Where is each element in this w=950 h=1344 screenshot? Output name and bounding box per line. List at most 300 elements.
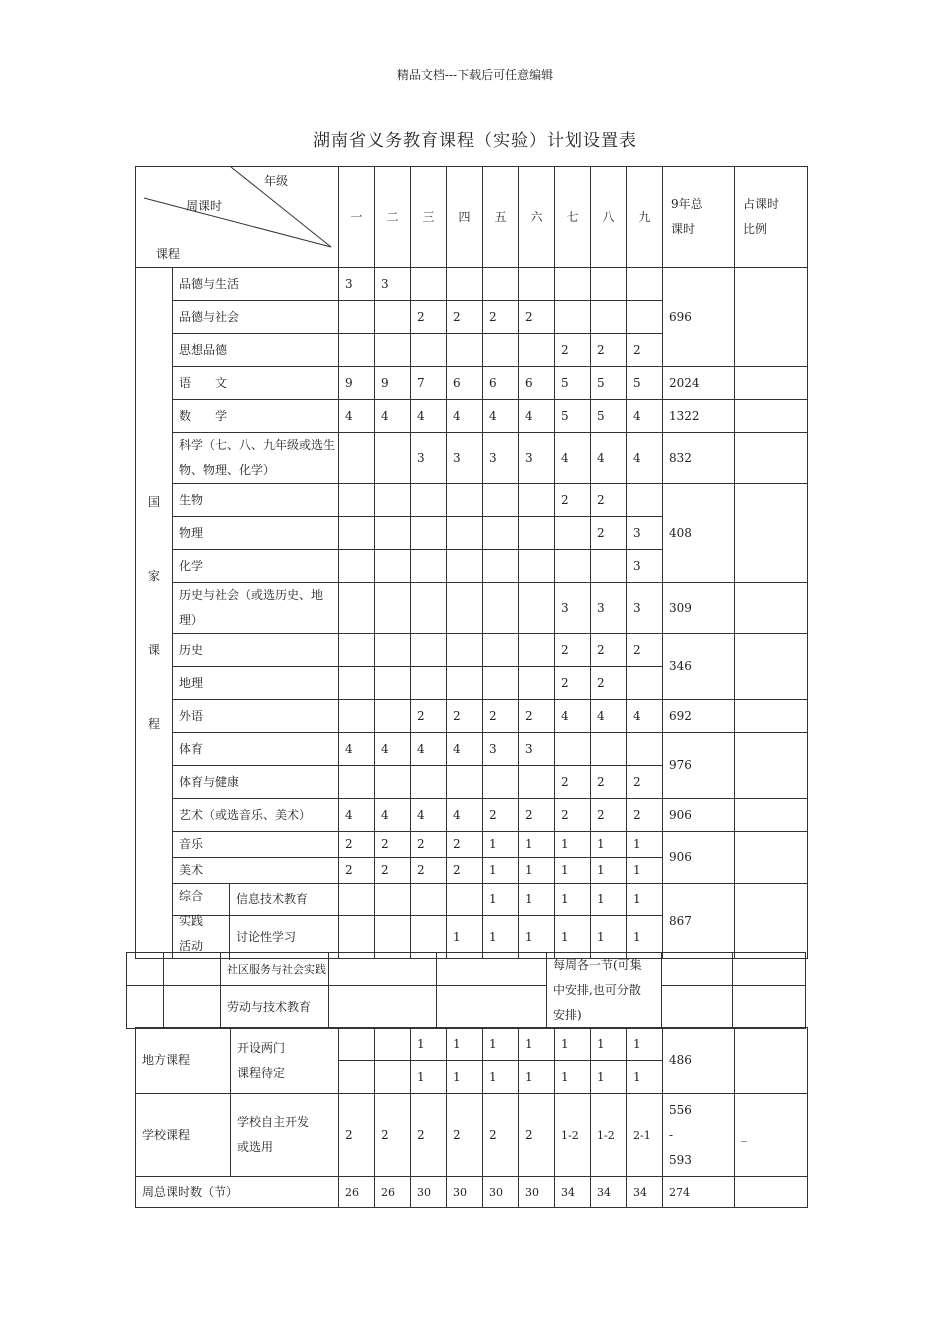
cell: 7 <box>411 367 447 400</box>
course-name: 品德与生活 <box>173 268 339 301</box>
course-name: 艺术（或选音乐、美术） <box>173 799 339 832</box>
cell <box>339 634 375 667</box>
cell: 1 <box>483 884 519 916</box>
cell: 34 <box>555 1177 591 1208</box>
cell <box>447 517 483 550</box>
cell: 2 <box>483 799 519 832</box>
practice-label: 综合 实践 活动 <box>173 884 230 960</box>
cell: 2 <box>591 334 627 367</box>
cell: 6 <box>483 367 519 400</box>
cell: 4 <box>375 799 411 832</box>
table-row <box>136 367 808 400</box>
cell: 2 <box>447 301 483 334</box>
grade-header: 九 <box>627 167 663 268</box>
cell <box>339 334 375 367</box>
table-row <box>136 733 808 766</box>
total-cell: 274 <box>663 1177 735 1208</box>
cell: 4 <box>447 799 483 832</box>
cell: 2 <box>591 517 627 550</box>
cell <box>437 986 547 1029</box>
cell: 2 <box>411 700 447 733</box>
ratio-cell <box>735 400 808 433</box>
table-row <box>136 832 808 858</box>
cell: 1 <box>519 884 555 916</box>
cell: 1 <box>447 1028 483 1061</box>
cell: 6 <box>447 367 483 400</box>
table-row <box>136 1028 808 1061</box>
cell <box>127 986 164 1029</box>
cell: 3 <box>627 583 663 634</box>
cell <box>339 700 375 733</box>
cell <box>591 733 627 766</box>
weekly-total-label: 周总课时数（节） <box>136 1177 339 1208</box>
cell: 4 <box>591 700 627 733</box>
cell <box>375 766 411 799</box>
cell: 2 <box>627 634 663 667</box>
cell: 2 <box>447 858 483 884</box>
cell: 5 <box>555 367 591 400</box>
cell <box>375 583 411 634</box>
cell: 26 <box>375 1177 411 1208</box>
total-cell: 696 <box>663 268 735 367</box>
course-name: 科学（七、八、九年级或选生物、物理、化学） <box>173 433 339 484</box>
cell <box>375 634 411 667</box>
local-school-table <box>135 1027 808 1208</box>
cell: 3 <box>447 433 483 484</box>
cell <box>519 583 555 634</box>
ratio-cell <box>735 832 808 884</box>
total-cell: 976 <box>663 733 735 799</box>
cell: 4 <box>519 400 555 433</box>
cell <box>483 484 519 517</box>
cell <box>339 550 375 583</box>
table-row <box>136 1177 808 1208</box>
table-row <box>127 953 806 986</box>
cell: 5 <box>591 400 627 433</box>
course-name: 地理 <box>173 667 339 700</box>
cell <box>555 550 591 583</box>
cell <box>375 1028 411 1061</box>
cell: 2 <box>555 799 591 832</box>
course-name: 思想品德 <box>173 334 339 367</box>
cell <box>411 268 447 301</box>
cell: 3 <box>555 583 591 634</box>
cell: 3 <box>627 550 663 583</box>
ratio-cell: _ <box>735 1094 808 1177</box>
cell <box>164 986 221 1029</box>
ratio-cell <box>735 733 808 799</box>
course-name: 外语 <box>173 700 339 733</box>
cell: 1 <box>483 916 519 959</box>
cell: 4 <box>555 700 591 733</box>
table-row <box>136 700 808 733</box>
cell: 1 <box>627 858 663 884</box>
table-row <box>136 799 808 832</box>
cell: 4 <box>591 433 627 484</box>
total-cell: 906 <box>663 799 735 832</box>
cell: 3 <box>483 733 519 766</box>
ratio-cell <box>735 583 808 634</box>
national-course-label: 国 家 课 程 <box>136 268 173 959</box>
header-row <box>136 167 808 268</box>
cell: 2 <box>555 766 591 799</box>
cell <box>411 517 447 550</box>
cell: 1 <box>519 858 555 884</box>
cell <box>339 433 375 484</box>
grade-header: 三 <box>411 167 447 268</box>
cell <box>437 953 547 986</box>
cell: 1 <box>519 916 555 959</box>
cell: 1 <box>627 1028 663 1061</box>
cell <box>329 953 437 986</box>
cell: 2 <box>519 799 555 832</box>
cell: 4 <box>447 733 483 766</box>
cell <box>483 667 519 700</box>
course-name: 社区服务与社会实践 <box>221 953 329 986</box>
cell: 1 <box>591 1061 627 1094</box>
local-course-label: 地方课程 <box>136 1028 231 1094</box>
cell <box>591 301 627 334</box>
cell: 2 <box>627 766 663 799</box>
cell: 2-1 <box>627 1094 663 1177</box>
cell: 2 <box>447 832 483 858</box>
cell <box>339 667 375 700</box>
cell <box>339 1061 375 1094</box>
cell <box>447 268 483 301</box>
course-name: 历史 <box>173 634 339 667</box>
cell: 26 <box>339 1177 375 1208</box>
course-name: 音乐 <box>173 832 339 858</box>
grade-header: 五 <box>483 167 519 268</box>
cell <box>519 484 555 517</box>
ratio-cell <box>735 1177 808 1208</box>
cell <box>519 766 555 799</box>
cell: 1 <box>627 1061 663 1094</box>
cell: 2 <box>339 832 375 858</box>
cell <box>339 484 375 517</box>
cell: 2 <box>555 484 591 517</box>
cell: 2 <box>483 301 519 334</box>
cell: 2 <box>627 799 663 832</box>
cell: 2 <box>375 858 411 884</box>
grade-header: 四 <box>447 167 483 268</box>
cell <box>411 583 447 634</box>
table-row <box>136 884 808 916</box>
cell: 1 <box>627 916 663 959</box>
cell: 2 <box>483 1094 519 1177</box>
cell <box>447 583 483 634</box>
cell <box>627 268 663 301</box>
ratio-cell <box>735 799 808 832</box>
cell: 2 <box>339 1094 375 1177</box>
course-name: 化学 <box>173 550 339 583</box>
cell: 2 <box>519 301 555 334</box>
cell <box>519 667 555 700</box>
grade-header: 二 <box>375 167 411 268</box>
cell: 6 <box>519 367 555 400</box>
cell <box>411 884 447 916</box>
cell: 3 <box>591 583 627 634</box>
cell: 4 <box>411 400 447 433</box>
cell: 1 <box>555 1028 591 1061</box>
cell: 3 <box>483 433 519 484</box>
cell: 1 <box>483 1028 519 1061</box>
table-row <box>136 400 808 433</box>
cell: 2 <box>447 700 483 733</box>
cell: 1 <box>519 1028 555 1061</box>
cell <box>447 884 483 916</box>
cell <box>627 484 663 517</box>
total-cell: 867 <box>663 884 735 959</box>
note-cell: 每周各一节(可集 中安排,也可分散 安排) <box>547 953 662 1029</box>
course-name: 历史与社会（或选历史、地理） <box>173 583 339 634</box>
cell <box>483 583 519 634</box>
cell: 2 <box>447 1094 483 1177</box>
corner-grade: 年级 <box>264 174 289 188</box>
total-cell: 2024 <box>663 367 735 400</box>
ratio-cell <box>735 268 808 367</box>
total-cell: 1322 <box>663 400 735 433</box>
cell <box>662 953 733 986</box>
cell <box>339 884 375 916</box>
cell: 5 <box>555 400 591 433</box>
table-row <box>136 1094 808 1177</box>
cell <box>591 268 627 301</box>
cell <box>447 634 483 667</box>
cell <box>555 517 591 550</box>
school-course-desc: 学校自主开发 或选用 <box>231 1094 339 1177</box>
cell <box>733 986 806 1029</box>
corner-cell <box>136 167 339 268</box>
cell: 34 <box>627 1177 663 1208</box>
cell: 2 <box>519 700 555 733</box>
cell: 3 <box>627 517 663 550</box>
course-name: 信息技术教育 <box>236 892 309 906</box>
table-row <box>136 583 808 634</box>
cell: 2 <box>555 634 591 667</box>
total-cell: 692 <box>663 700 735 733</box>
table-row <box>136 634 808 667</box>
cell <box>627 301 663 334</box>
cell <box>483 268 519 301</box>
cell: 4 <box>447 400 483 433</box>
cell: 1-2 <box>555 1094 591 1177</box>
school-course-label: 学校课程 <box>136 1094 231 1177</box>
cell <box>127 953 164 986</box>
cell: 1 <box>411 1061 447 1094</box>
cell: 9 <box>375 367 411 400</box>
cell <box>411 484 447 517</box>
course-name: 劳动与技术教育 <box>221 986 329 1029</box>
cell: 4 <box>483 400 519 433</box>
cell: 1 <box>555 916 591 959</box>
cell <box>375 484 411 517</box>
cell: 2 <box>411 1094 447 1177</box>
cell <box>733 953 806 986</box>
cell: 30 <box>519 1177 555 1208</box>
cell <box>519 334 555 367</box>
cell: 1 <box>591 916 627 959</box>
cell: 1 <box>555 884 591 916</box>
cell <box>339 1028 375 1061</box>
cell <box>555 301 591 334</box>
cell <box>447 484 483 517</box>
cell: 2 <box>591 766 627 799</box>
cell <box>411 634 447 667</box>
total-cell: 832 <box>663 433 735 484</box>
cell: 2 <box>627 334 663 367</box>
cell <box>555 268 591 301</box>
cell: 4 <box>627 700 663 733</box>
grade-header: 一 <box>339 167 375 268</box>
cell: 4 <box>411 799 447 832</box>
practice-subtable <box>126 952 806 1029</box>
cell: 4 <box>555 433 591 484</box>
cell: 1 <box>591 1028 627 1061</box>
cell <box>375 433 411 484</box>
cell: 1 <box>555 832 591 858</box>
course-name: 体育与健康 <box>173 766 339 799</box>
cell: 1 <box>555 858 591 884</box>
cell <box>375 517 411 550</box>
total-header: 9年总 课时 <box>663 167 735 268</box>
cell: 2 <box>411 832 447 858</box>
cell: 3 <box>519 433 555 484</box>
cell: 3 <box>375 268 411 301</box>
cell <box>519 634 555 667</box>
cell: 5 <box>591 367 627 400</box>
total-cell: 486 <box>663 1028 735 1094</box>
cell <box>375 700 411 733</box>
cell: 4 <box>627 400 663 433</box>
cell: 2 <box>519 1094 555 1177</box>
curriculum-table <box>135 166 808 959</box>
table-row <box>136 268 808 301</box>
cell: 4 <box>339 799 375 832</box>
cell <box>339 301 375 334</box>
course-name: 数 学 <box>173 400 339 433</box>
cell: 2 <box>375 832 411 858</box>
cell: 2 <box>555 667 591 700</box>
cell <box>483 517 519 550</box>
cell <box>329 986 437 1029</box>
cell: 1 <box>591 858 627 884</box>
course-name: 讨论性学习 <box>236 929 297 944</box>
cell <box>627 733 663 766</box>
total-cell: 346 <box>663 634 735 700</box>
cell <box>519 517 555 550</box>
cell: 2 <box>591 667 627 700</box>
cell: 4 <box>339 400 375 433</box>
cell <box>339 583 375 634</box>
cell <box>375 334 411 367</box>
table-row <box>127 986 806 1029</box>
cell: 3 <box>519 733 555 766</box>
grade-header: 七 <box>555 167 591 268</box>
cell: 4 <box>411 733 447 766</box>
cell: 3 <box>339 268 375 301</box>
cell: 2 <box>555 334 591 367</box>
cell: 1 <box>555 1061 591 1094</box>
cell <box>375 1061 411 1094</box>
ratio-cell <box>735 884 808 959</box>
cell <box>447 766 483 799</box>
cell: 2 <box>591 634 627 667</box>
cell <box>591 550 627 583</box>
cell <box>375 301 411 334</box>
cell <box>164 953 221 986</box>
ratio-cell <box>735 700 808 733</box>
cell: 1 <box>591 884 627 916</box>
cell: 1 <box>591 832 627 858</box>
cell: 2 <box>591 799 627 832</box>
cell: 3 <box>411 433 447 484</box>
cell: 2 <box>483 700 519 733</box>
cell <box>375 884 411 916</box>
course-name: 生物 <box>173 484 339 517</box>
ratio-header: 占课时 比例 <box>735 167 808 268</box>
cell: 2 <box>411 301 447 334</box>
cell <box>375 667 411 700</box>
ratio-cell <box>735 634 808 700</box>
cell: 9 <box>339 367 375 400</box>
page-title: 湖南省义务教育课程（实验）计划设置表 <box>313 131 637 151</box>
course-name: 美术 <box>173 858 339 884</box>
cell: 1-2 <box>591 1094 627 1177</box>
total-cell: 309 <box>663 583 735 634</box>
cell: 1 <box>411 1028 447 1061</box>
cell: 4 <box>375 400 411 433</box>
cell: 34 <box>591 1177 627 1208</box>
cell <box>411 334 447 367</box>
ratio-cell <box>735 433 808 484</box>
ratio-cell <box>735 1028 808 1094</box>
cell <box>411 550 447 583</box>
grade-header: 六 <box>519 167 555 268</box>
table-row <box>136 484 808 517</box>
cell: 2 <box>339 858 375 884</box>
cell <box>339 517 375 550</box>
cell: 30 <box>411 1177 447 1208</box>
cell: 30 <box>483 1177 519 1208</box>
cell <box>339 766 375 799</box>
course-name: 品德与社会 <box>173 301 339 334</box>
total-cell: 408 <box>663 484 735 583</box>
cell: 1 <box>483 1061 519 1094</box>
cell: 1 <box>519 1061 555 1094</box>
local-course-desc: 开设两门 课程待定 <box>231 1028 339 1094</box>
total-cell: 556 - 593 <box>663 1094 735 1177</box>
cell <box>411 766 447 799</box>
cell: 5 <box>627 367 663 400</box>
cell: 2 <box>591 484 627 517</box>
corner-weekly: 周课时 <box>186 199 223 213</box>
cell <box>627 667 663 700</box>
cell: 1 <box>627 884 663 916</box>
cell: 4 <box>339 733 375 766</box>
cell <box>447 334 483 367</box>
cell <box>447 550 483 583</box>
cell <box>411 667 447 700</box>
cell: 1 <box>627 832 663 858</box>
cell <box>483 334 519 367</box>
total-cell: 906 <box>663 832 735 884</box>
cell <box>447 667 483 700</box>
cell <box>483 550 519 583</box>
course-name: 体育 <box>173 733 339 766</box>
cell <box>483 766 519 799</box>
cell: 1 <box>447 1061 483 1094</box>
